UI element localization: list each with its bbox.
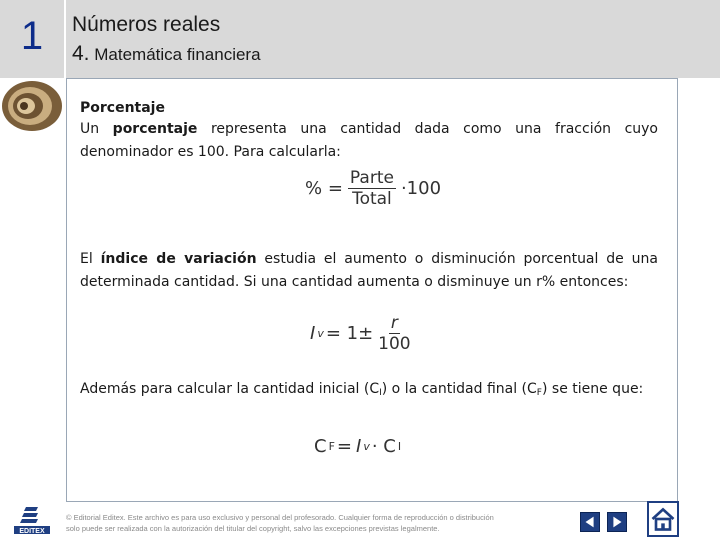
section-name: Matemática financiera	[89, 45, 261, 64]
home-icon	[649, 503, 677, 535]
paragraph-percentage: Un porcentaje representa una cantidad dada como una fracción cuyo denominador es 100. Para calcularla:	[80, 121, 658, 160]
formula-variation-index: I v = 1± $\frac{r}{100}$	[310, 313, 411, 354]
shell-image	[0, 78, 64, 134]
copyright-notice: © Editorial Editex. Este archivo es para uso exclusivo y personal del profesorado. Cualquier forma de reproducción o distribución solo puede ser realizada con la autorización del titular del copyright, salvo las excepciones previstas legalmente.	[66, 513, 494, 533]
page-title: Números reales	[72, 13, 221, 36]
header-band	[66, 0, 720, 78]
formula-final-amount: C F = I v · C I	[314, 436, 402, 457]
editex-logo	[12, 503, 52, 537]
paragraph-initial-final: Además para calcular la cantidad inicial $(C_I)$ o la cantidad final $(C_F)$ se tiene que:	[80, 381, 644, 398]
section-heading: Porcentaje	[80, 100, 165, 116]
home-button[interactable]	[647, 501, 679, 537]
section-number: 4.	[72, 42, 90, 65]
formula-percentage: % = $\frac{\text{Parte}}{\text{Total}}$ ·100	[305, 168, 442, 209]
paragraph-variation-index: El índice de variación estudia el aumento o disminución porcentual de una determinada cantidad. Si una cantidad aumenta o disminuye un r% entonces:	[80, 251, 658, 290]
editex-logo-text: EDITEX	[19, 528, 45, 535]
arrow-left-icon	[581, 513, 599, 531]
section-subtitle	[72, 42, 261, 66]
previous-slide-button[interactable]	[580, 512, 600, 532]
next-slide-button[interactable]	[607, 512, 627, 532]
arrow-right-icon	[608, 513, 626, 531]
chapter-number: 1	[20, 14, 44, 58]
